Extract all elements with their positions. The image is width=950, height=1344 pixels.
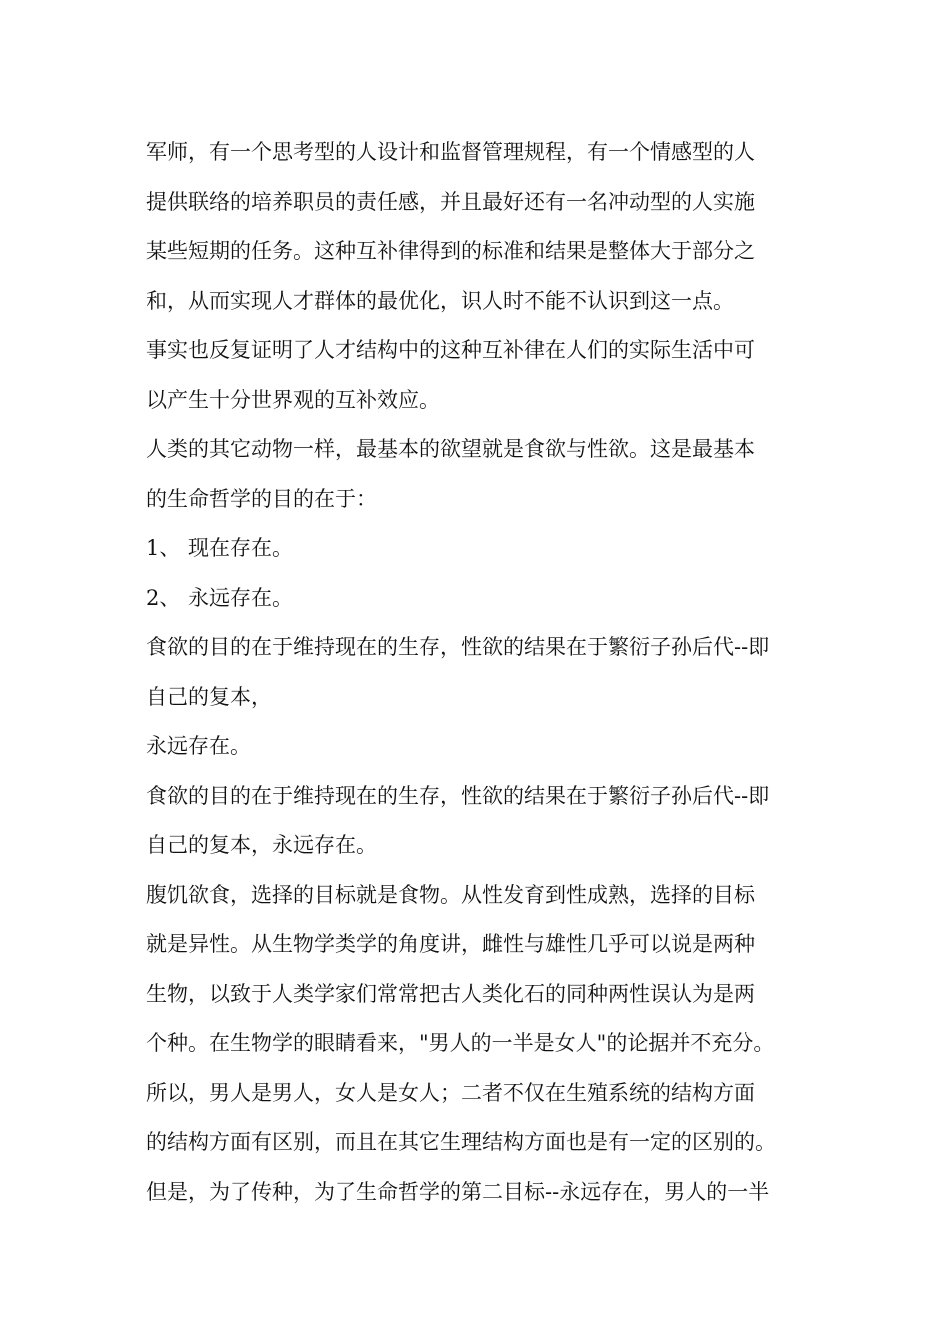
text-line: 腹饥欲食，选择的目标就是食物。从性发育到性成熟，选择的目标: [146, 882, 755, 907]
list-item: [146, 524, 826, 574]
text-line: 食欲的目的在于维持现在的生存，性欲的结果在于繁衍子孙后代--即: [146, 783, 770, 808]
text-line: 军师，有一个思考型的人设计和监督管理规程，有一个情感型的人: [146, 140, 755, 164]
text-line: 就是异性。从生物学类学的角度讲，雌性与雄性几乎可以说是两种: [146, 932, 755, 956]
text-line: 个种。在生物学的眼睛看来，"男人的一半是女人"的论据并不充分。: [146, 1031, 775, 1055]
text-line: 所以，男人是男人，女人是女人；二者不仅在生殖系统的结构方面: [146, 1080, 755, 1105]
list-text: 永远存在。: [188, 585, 293, 610]
list-text: 现在存在。: [188, 536, 293, 560]
text-line: 永远存在。: [146, 734, 251, 758]
text-line: 人类的其它动物一样，最基本的欲望就是食欲与性欲。这是最基本: [146, 437, 755, 461]
list-item: [146, 574, 826, 624]
text-line: 食欲的目的在于维持现在的生存，性欲的结果在于繁衍子孙后代--即: [146, 635, 770, 659]
text-line: 自己的复本，: [146, 684, 272, 709]
text-line: 的生命哲学的目的在于：: [146, 486, 377, 511]
text-line: 但是，为了传种，为了生命哲学的第二目标--永远存在，男人的一半: [146, 1179, 770, 1204]
text-line: 提供联络的培养职员的责任感，并且最好还有一名冲动型的人实施: [146, 189, 755, 214]
text-line: 和，从而实现人才群体的最优化，识人时不能不认识到这一点。: [146, 288, 734, 313]
list-number: 1、: [146, 536, 181, 560]
text-line: 事实也反复证明了人才结构中的这种互补律在人们的实际生活中可: [146, 338, 755, 362]
text-line: 生物，以致于人类学家们常常把古人类化石的同种两性误认为是两: [146, 981, 755, 1006]
document-body: [146, 128, 826, 1217]
text-line: 某些短期的任务。这种互补律得到的标准和结果是整体大于部分之: [146, 239, 755, 263]
text-line: 以产生十分世界观的互补效应。: [146, 387, 440, 412]
text-line: 的结构方面有区别，而且在其它生理结构方面也是有一定的区别的。: [146, 1130, 776, 1154]
list-number: 2、: [146, 585, 181, 610]
text-line: 自己的复本，永远存在。: [146, 833, 377, 857]
